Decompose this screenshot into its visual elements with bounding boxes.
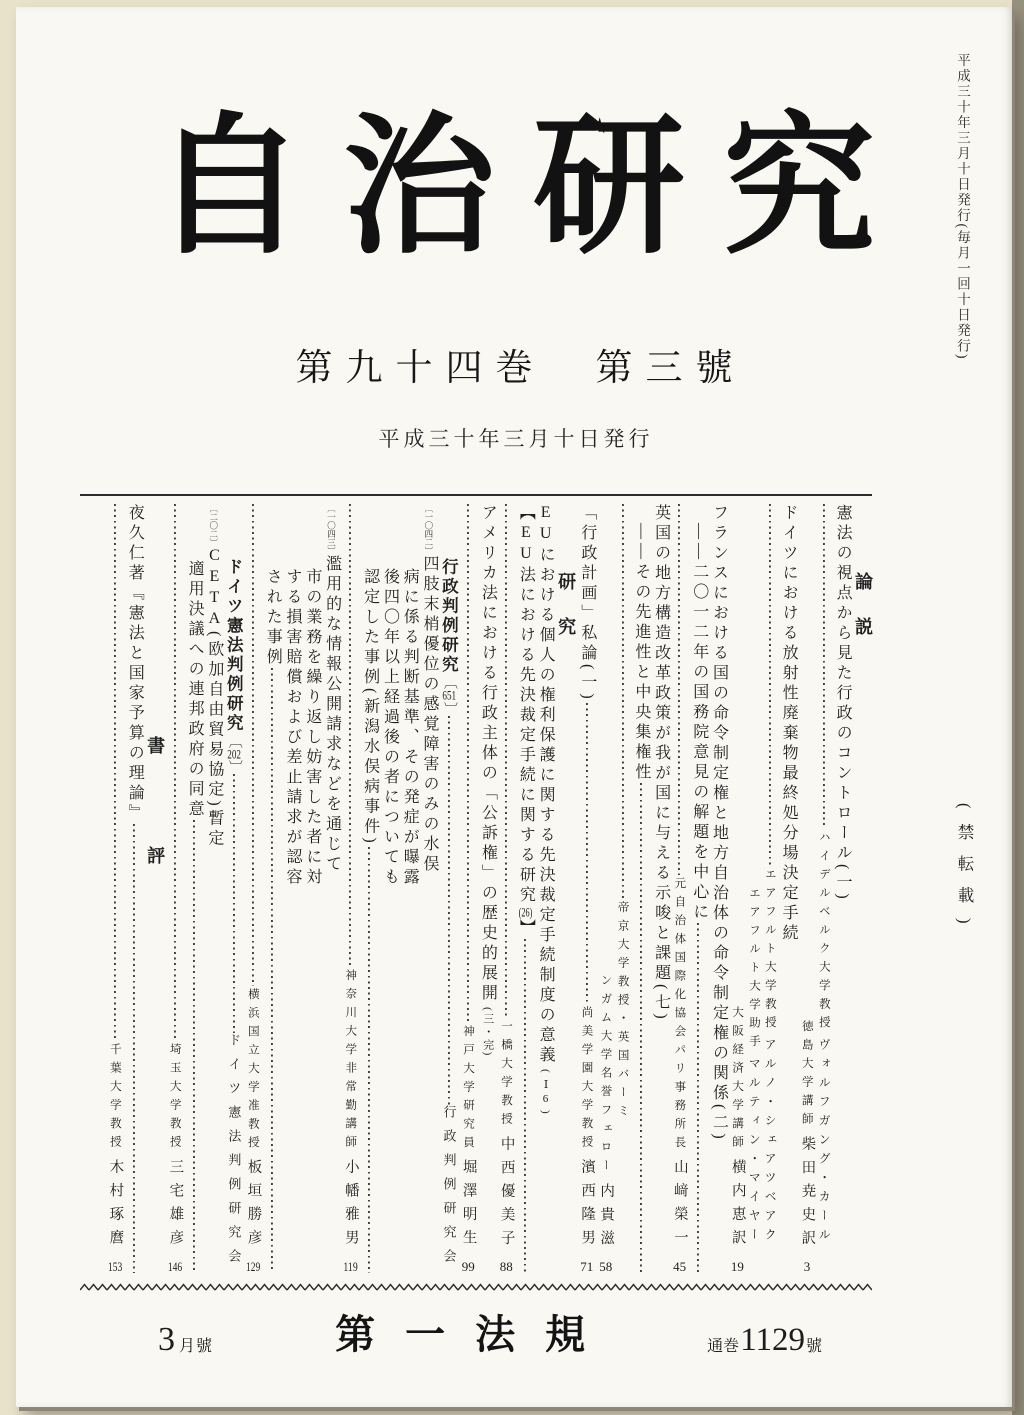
book-title: 夜久仁著『憲法と国家予算の理論』 [126,504,144,824]
dot-leader [246,504,259,986]
author-affiliation: 神奈川大学非常勤講師 [344,969,357,1154]
section-heading-shohyo [145,504,164,1273]
bracket: 〔 [442,675,458,689]
toc-entry [799,504,850,1273]
dot-leader [168,504,181,1041]
author-affiliation: 大阪経済大学講師 [731,1006,744,1154]
magazine-cover-page [16,7,1012,1407]
serial-prefix: 通巻 [707,1338,740,1355]
part-note: ) [539,1109,552,1116]
bracket: 〕 [226,760,242,774]
toc-entry [498,504,553,1273]
page-number: 88 [499,1260,513,1273]
toc-entry [729,504,796,1273]
toc-entry [460,504,495,1273]
series-bracket: 【 [517,504,535,524]
article-title: 憲法の視点から見た行政のコントロール(一) [834,504,852,903]
case-title: 四肢末梢優位の感覚障害のみの水俣 [421,555,439,875]
series-number: (26) [518,906,533,919]
no-reprint-notice: (禁転載) [955,803,974,939]
toc-entry [672,504,727,1273]
part-note: ( [539,1069,552,1075]
author-affiliation: 帝京大学教授・英国バーミ [616,901,629,1123]
toc-entry [107,504,142,1273]
dot-leader [673,504,686,875]
dot-leader [763,504,776,866]
article-title: 「行政計画」私論(一) [578,504,596,703]
section-label: 書評 [145,736,166,956]
dot-leader [616,504,629,899]
case-number: 〔一〇四三〕 [326,504,337,555]
dot-leader [442,716,455,1106]
case-title: (欧加自由貿易協定)暫定 [205,630,223,850]
author-name: 山﨑榮一 [671,1159,688,1253]
author-name: 三宅雄彦 [167,1159,184,1253]
page-number: 71 [580,1260,594,1273]
article-title: ドイツにおける放射性廃棄物最終処分場決定手続 [780,504,798,944]
toc-top-rule [80,494,872,496]
research-group: ドイツ憲法判例研究会 [226,1033,242,1273]
page-number: 129 [246,1260,261,1273]
series-latin: EU [517,524,535,566]
author-affiliation: 埼玉大学教授 [168,1043,181,1154]
serial-suffix: 號 [805,1338,822,1355]
page-number: 58 [599,1260,613,1273]
issue-month-suffix: 月號 [179,1338,214,1355]
serial-number [707,1324,822,1357]
author-affiliation: 横浜国立大学准教授 [246,987,259,1154]
dot-leader [127,824,140,1273]
article-title-latin: EU [537,504,555,546]
edge-publication-date: 平成三十年三月十日発行(毎月一回十日発行) [955,53,970,361]
series-bracket: 】 [517,918,535,939]
series-title: 法における先決裁定手続に関する研究 [517,566,535,906]
article-subtitle: ——その先進性と中央集権性 [632,523,650,783]
dot-leader [227,774,240,1033]
dot-leader [344,504,357,967]
article-title: における個人の権利保護に関する先決裁定手続制度の意義 [537,546,555,1066]
research-group: 行政判例研究会 [441,1105,457,1273]
author-name: 木村琢麿 [107,1159,124,1253]
case-title: 濫用的な情報公開請求などを通じて [323,555,341,875]
dot-leader [580,703,593,1004]
case-title: 適用決議への連邦政府の同意 [186,560,204,820]
dot-leader [363,847,376,1273]
toc-entry [598,504,669,1273]
author-name: 堀澤明生 [460,1159,477,1253]
page-number: 19 [730,1260,744,1273]
bracket: 〔 [226,733,242,748]
toc-entry [343,504,437,1273]
dot-leader [108,504,121,1041]
toc-entry [245,504,339,1273]
article-title: アメリカ法における行政主体の「公訴権」の歴史的展開 [479,504,497,1004]
page-number: 153 [107,1260,123,1273]
author-name: マルティン・マイヤー [747,1057,762,1247]
author-affiliation: 尚美学園大学教授 [580,1006,593,1154]
part-note: Ⅰ6 [539,1077,552,1107]
volume-issue: 第九十四巻 第三號 [295,348,746,389]
bracket: 〕 [442,701,458,716]
author-name: 中西優美子 [498,1135,515,1253]
case-number: 〔二〇二〕 [208,504,219,547]
footer [80,1301,872,1371]
case-title-latin: CETA [205,546,223,631]
author-affiliation: エアフルト大学助手 [748,886,761,1053]
author-affiliation: 神戸大学研究員 [461,1024,474,1154]
author-affiliation: 元自治体国際化協会パリ事務所長 [673,876,686,1154]
author-affiliation: 千葉大学教授 [108,1043,121,1154]
series-number: 202 [227,747,241,760]
case-title: する損害賠償および差止請求が認容 [284,568,302,888]
section-heading-kenkyu [556,504,575,1273]
dot-leader [499,504,512,1018]
serial-value: 1129 [740,1322,805,1358]
section-label: 行政判例研究 [439,558,459,675]
dot-leader [461,504,474,1023]
article-subtitle: ——二〇一二年の国務院意見の解題を中心に [690,523,708,923]
dot-leader [265,668,278,1273]
page-number: 99 [461,1260,475,1273]
page-number: 3 [803,1260,811,1273]
author-affiliation: エアフルト大学教授 [763,867,776,1034]
section-heading-ronsetsu [853,504,872,1273]
author-name: 小幡雅男 [342,1159,359,1253]
page-number: 146 [167,1260,183,1273]
author-affiliation: ハイデルベルク大学教授 [817,830,830,1034]
table-of-contents [80,504,872,1273]
author-name: 内貴滋 [598,1182,615,1253]
section-heading-hanrei [440,504,457,1273]
author-name: 柴田尭史訳 [799,1135,816,1253]
issue-month [158,1323,213,1357]
series-number: 651 [442,689,457,702]
author-affiliation: 徳島大学講師 [800,1019,813,1131]
section-heading-doitsu [225,504,242,1273]
article-title: 英国の地方構造改革政策が我が国に与える示唆と課題(七) [652,504,670,1023]
part-note: (三・完) [481,1007,494,1058]
author-affiliation: 一橋大学教授 [500,1019,512,1131]
dot-leader [817,504,830,829]
zigzag-divider [80,1283,872,1292]
publisher-logo: 第一法規 [335,1312,616,1357]
case-title: 病に係る判断基準、その発症が曝露 [401,568,419,888]
page-number: 45 [673,1260,687,1273]
section-label: 論説 [853,572,873,662]
dot-leader [187,820,200,1273]
case-title: 市の業務を繰り返し妨害した者に対 [303,568,321,888]
case-title: 後四〇年以上経過後の者についても [381,568,399,888]
author-name: アルノ・シェアツベアク [763,1038,778,1247]
page-number: 119 [343,1260,358,1273]
publication-date: 平成三十年三月十日発行 [378,427,654,451]
article-title: フランスにおける国の命令制定権と地方自治体の命令制定権の関係(二) [710,504,728,1143]
dot-leader [692,923,705,1273]
case-number: 〔一〇四二〕 [423,504,434,555]
section-label: 研究 [556,572,577,662]
author-name: ヴォルフガング・カール [817,1038,832,1247]
author-name: 横内恵訳 [729,1159,746,1253]
issue-month-number: 3 [158,1321,175,1358]
case-title: 認定した事例(新潟水俣病事件) [361,568,379,847]
toc-entry [167,504,222,1273]
section-label: ドイツ憲法判例研究 [224,558,244,734]
journal-title: 自治研究 [153,104,913,272]
author-name: 板垣勝彦 [245,1159,262,1253]
case-title: された事例 [264,568,282,668]
dot-leader [634,783,647,1273]
dot-leader [518,939,531,1274]
author-affiliation: ンガム大学名誉フェロー [599,974,612,1178]
toc-entry [578,504,595,1273]
author-name: 濱西隆男 [579,1159,596,1253]
